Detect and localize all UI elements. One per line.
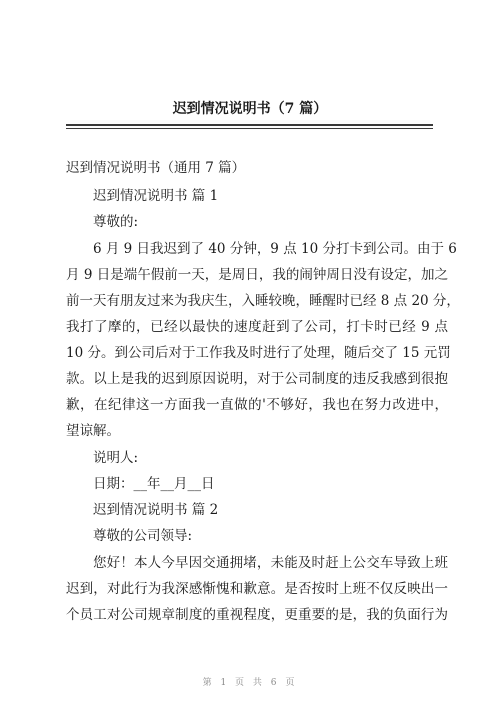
title-rule-thin	[66, 128, 433, 129]
paragraph-line: 月 9 日是端午假前一天，是周日，我的闹钟周日没有设定，加之	[66, 267, 448, 283]
salutation-2: 尊敬的公司领导:	[93, 528, 193, 544]
paragraph-line: 您好！本人今早因交通拥堵，未能及时赶上公交车导致上班	[93, 555, 448, 571]
paragraph-line: 迟到，对此行为我深感惭愧和歉意。是否按时上班不仅反映出一	[66, 581, 448, 597]
paragraph-line: 10 分。到公司后对于工作我及时进行了处理，随后交了 15 元罚	[66, 345, 451, 361]
page-footer: 第 1 页 共 6 页	[202, 678, 298, 688]
section-heading-2: 迟到情况说明书 篇 2	[93, 502, 219, 518]
page-title: 迟到情况说明书（7 篇）	[172, 101, 328, 117]
section-heading-1: 迟到情况说明书 篇 1	[93, 188, 219, 204]
salutation-1: 尊敬的:	[93, 214, 139, 230]
paragraph-line: 歉，在纪律这一方面我一直做的'不够好，我也在努力改进中，	[66, 397, 448, 413]
paragraph-line: 前一天有朋友过来为我庆生，入睡较晚，睡醒时已经 8 点 20 分，	[66, 293, 460, 309]
paragraph-line: 款。以上是我的迟到原因说明，对于公司制度的违反我感到很抱	[66, 371, 448, 387]
paragraph-line: 个员工对公司规章制度的重视程度，更重要的是，我的负面行为	[66, 607, 448, 623]
date-line: 日期：__年__月__日	[93, 476, 215, 492]
paragraph-line: 我打了摩的，已经以最快的速度赶到了公司，打卡时已经 9 点	[66, 319, 448, 335]
title-rule-thick	[66, 124, 433, 126]
paragraph-line: 6 月 9 日我迟到了 40 分钟，9 点 10 分打卡到公司。由于 6	[93, 241, 457, 257]
doc-subtitle: 迟到情况说明书（通用 7 篇）	[66, 160, 246, 176]
signature-label: 说明人:	[93, 450, 139, 466]
paragraph-line: 望谅解。	[66, 423, 120, 439]
